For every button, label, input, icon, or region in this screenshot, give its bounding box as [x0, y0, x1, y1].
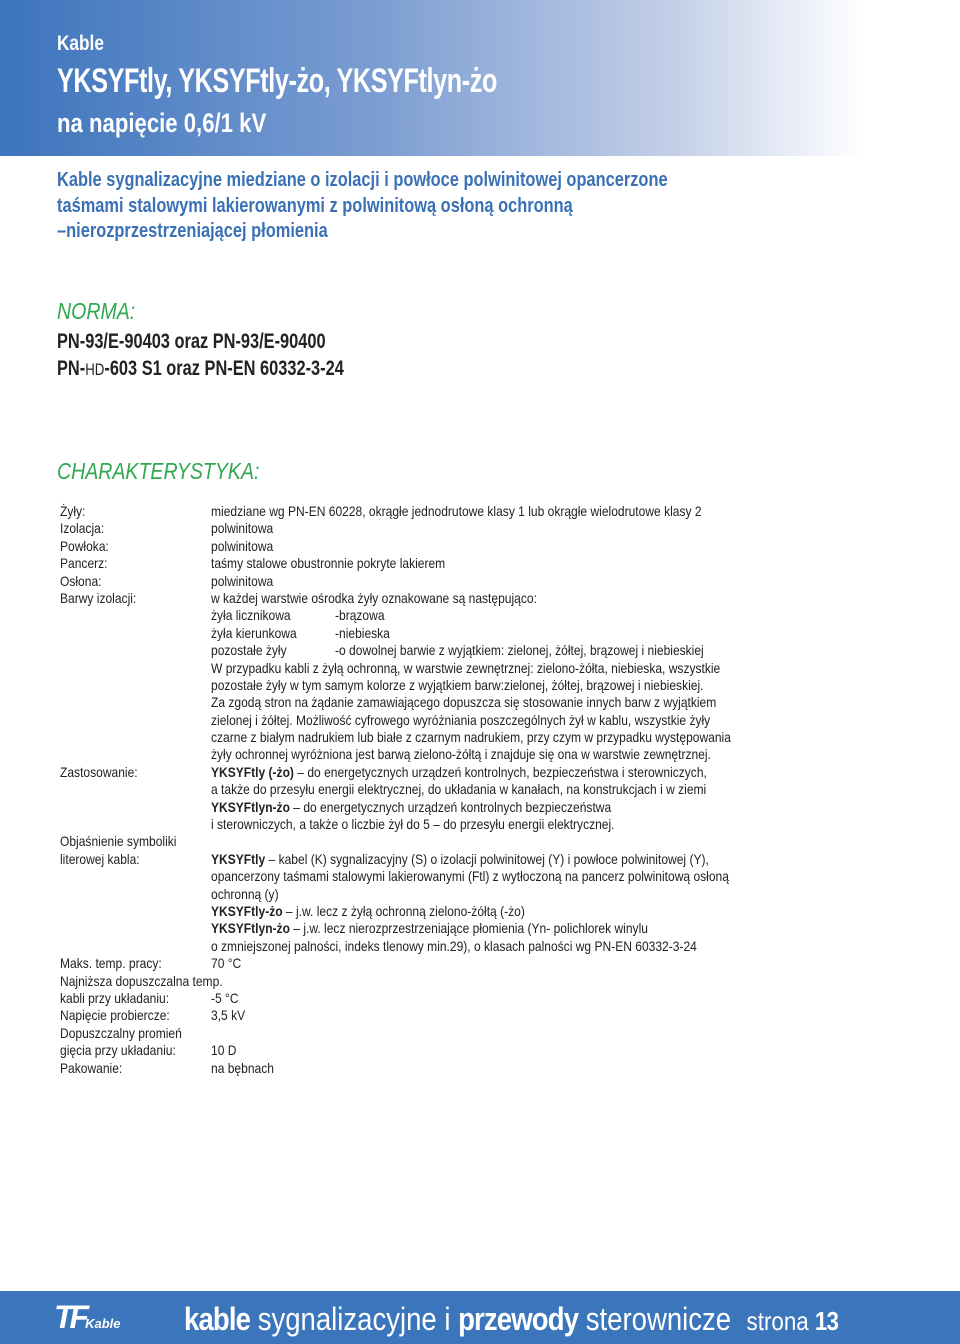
spec-value	[211, 1060, 274, 1077]
norma-line	[57, 355, 344, 383]
spec-row	[60, 781, 960, 798]
spec-row	[60, 677, 960, 694]
spec-value-text: W przypadku kabli z żyłą ochronną, w warstwie zewnętrznej: zielono-żółta, niebieska, wszystkie	[211, 659, 721, 676]
spec-value	[211, 781, 706, 798]
footer-bar	[0, 1291, 960, 1344]
logo-text: TF	[54, 1299, 86, 1335]
spec-value	[211, 660, 720, 677]
spec-value-text: – do energetycznych urządzeń kontrolnych, bezpieczeństwa i sterowniczych,	[293, 763, 707, 780]
spec-row	[60, 1060, 960, 1077]
spec-label: Powłoka:	[60, 537, 109, 554]
spec-row	[60, 816, 960, 833]
spec-value	[211, 938, 697, 955]
spec-row	[60, 660, 960, 677]
spec-label: Izolacja:	[60, 520, 105, 537]
spec-label: literowej kabla:	[60, 850, 140, 867]
page-label: strona	[746, 1306, 815, 1336]
spec-value-text: polwinitowa	[211, 572, 274, 589]
page-number: 13	[814, 1306, 839, 1336]
footer-word: sygnalizacyjne i	[250, 1301, 459, 1337]
spec-value	[211, 903, 525, 920]
spec-row	[60, 799, 960, 816]
footer-word: sterownicze	[578, 1301, 732, 1337]
spec-value	[211, 555, 445, 572]
norma-list	[57, 328, 344, 383]
spec-label: Zastosowanie:	[60, 763, 138, 780]
spec-label: Maks. temp. pracy:	[60, 955, 162, 972]
header-banner	[0, 0, 960, 156]
spec-row	[60, 1007, 960, 1024]
spec-value-bold: YKSYFtly (-żo)	[211, 763, 294, 780]
footer-word: przewody	[458, 1301, 579, 1337]
spec-value	[211, 868, 729, 885]
spec-label: Objaśnienie symboliki	[60, 833, 177, 850]
spec-value	[211, 677, 703, 694]
spec-value-text: – j.w. lecz nierozprzestrzeniające płomienia (Yn- polichlorek winylu	[289, 920, 648, 937]
spec-value-text: zielonej i żółtej. Możliwość cyfrowego wyróżniania poszczególnych żył w kablu, wszystkie żyły	[211, 711, 711, 728]
spec-value	[211, 799, 611, 816]
spec-row	[60, 868, 960, 885]
spec-value-text: w każdej warstwie ośrodka żyły oznakowane są następująco:	[211, 589, 537, 606]
tf-kable-logo	[54, 1299, 121, 1336]
spec-value	[211, 816, 615, 833]
spec-value-text: polwinitowa	[211, 520, 274, 537]
spec-value-text: a także do przesyłu energii elektrycznej, do układania w kanałach, na konstrukcjach i w ziemi	[211, 781, 707, 798]
spec-value-text: -5 °C	[211, 989, 239, 1006]
spec-label: Pancerz:	[60, 555, 108, 572]
spec-value-text: 10 D	[211, 1042, 237, 1059]
spec-value-text: opancerzony taśmami stalowymi lakierowanymi (Ftl) z wytłoczoną na pancerz polwinitową osłoną	[211, 868, 729, 885]
page-indicator	[747, 1306, 839, 1336]
product-description	[57, 168, 668, 245]
spec-value-text: Za zgodą stron na żądanie zamawiającego dopuszcza się stosowanie innych barw z wyjątkiem	[211, 694, 717, 711]
spec-value	[211, 503, 702, 520]
spec-value-text: – do energetycznych urządzeń kontrolnych bezpieczeństwa	[289, 798, 612, 815]
spec-label: Barwy izolacji:	[60, 589, 137, 606]
category-label: Kable	[57, 32, 104, 55]
spec-row	[60, 694, 960, 711]
spec-label: gięcia przy układaniu:	[60, 1042, 176, 1059]
logo-subtext: Kable	[85, 1316, 121, 1331]
spec-value	[211, 1007, 245, 1024]
spec-value	[211, 538, 273, 555]
description-line: taśmami stalowymi lakierowanymi z polwinitową osłoną ochronną	[57, 194, 573, 217]
spec-row	[60, 712, 960, 729]
norma-text: -603 S1 oraz PN-EN 60332-3-24	[104, 357, 344, 380]
spec-label: Napięcie probiercze:	[60, 1007, 170, 1024]
spec-value	[211, 573, 273, 590]
spec-value	[211, 764, 707, 781]
norma-text: HD	[85, 360, 105, 379]
spec-value-color: -o dowolnej barwie z wyjątkiem: zielonej, żółtej, brązowej i niebieskiej	[335, 642, 704, 659]
spec-value-text: polwinitowa	[211, 537, 274, 554]
spec-row	[60, 538, 960, 555]
spec-value-text: 70 °C	[211, 955, 242, 972]
spec-label: Osłona:	[60, 572, 102, 589]
spec-value-text: pozostałe żyły	[211, 642, 287, 659]
spec-row	[60, 555, 960, 572]
spec-value	[211, 642, 287, 659]
spec-value-text: – j.w. lecz z żyłą ochronną zielono-żółtą (-żo)	[282, 902, 525, 919]
spec-value-bold: YKSYFtlyn-żo	[211, 798, 290, 815]
spec-value	[211, 729, 731, 746]
spec-value	[211, 712, 710, 729]
characteristics-table	[60, 503, 960, 1077]
spec-value	[211, 694, 716, 711]
spec-label: kabli przy układaniu:	[60, 989, 170, 1006]
spec-value-bold: YKSYFtly	[211, 850, 266, 867]
spec-value	[211, 851, 709, 868]
spec-value-text: – kabel (K) sygnalizacyjny (S) o izolacji polwinitowej (Y) i powłoce polwinitowej (Y),	[265, 850, 709, 867]
spec-value	[211, 955, 241, 972]
spec-row	[60, 990, 960, 1007]
spec-value-text: żyła kierunkowa	[211, 624, 297, 641]
spec-row	[60, 520, 960, 537]
spec-row	[60, 607, 960, 624]
spec-value-color: -brązowa	[335, 607, 385, 624]
spec-row	[60, 729, 960, 746]
spec-value	[211, 607, 291, 624]
spec-row	[60, 973, 960, 990]
norma-text: PN-	[57, 357, 86, 380]
spec-value-text: taśmy stalowe obustronnie pokryte lakierem	[211, 555, 446, 572]
spec-row	[60, 746, 960, 763]
spec-value-text: miedziane wg PN-EN 60228, okrągłe jednodrutowe klasy 1 lub okrągłe wielodrutowe klasy 2	[211, 503, 702, 519]
spec-value-text: pozostałe żyły w tym samym kolorze z wyjątkiem barw:zielonej, żółtej, brązowej i niebieskiej.	[211, 676, 704, 693]
page-subtitle: na napięcie 0,6/1 kV	[57, 108, 267, 138]
spec-value	[211, 746, 711, 763]
spec-value-text: żyły ochronnej wyróżniona jest barwą zielono-żółtą i znajduje się ona w warstwie zewnętrznej.	[211, 746, 711, 763]
spec-row	[60, 1025, 960, 1042]
spec-value	[211, 590, 537, 607]
page-title: YKSYFtly, YKSYFtly-żo, YKSYFtlyn-żo	[57, 62, 497, 100]
spec-row	[60, 833, 960, 850]
spec-value-bold: YKSYFtlyn-żo	[211, 920, 290, 937]
spec-row	[60, 955, 960, 972]
spec-value	[211, 1042, 236, 1059]
spec-row	[60, 642, 960, 659]
spec-value	[211, 625, 297, 642]
spec-label: Pakowanie:	[60, 1059, 123, 1076]
spec-label: Dopuszczalny promień	[60, 1024, 182, 1041]
spec-row	[60, 764, 960, 781]
spec-row	[60, 503, 960, 520]
spec-row	[60, 851, 960, 868]
spec-value-text: czarne z białym nadrukiem lub białe z czarnym nadrukiem, przy czym w przypadku występowania	[211, 729, 731, 746]
spec-row	[60, 590, 960, 607]
spec-label: Żyły:	[60, 503, 86, 519]
spec-row	[60, 573, 960, 590]
spec-value-text: 3,5 kV	[211, 1007, 246, 1024]
description-line: Kable sygnalizacyjne miedziane o izolacji i powłoce polwinitowej opancerzone	[57, 169, 668, 191]
characteristics-heading: CHARAKTERYSTYKA:	[57, 458, 260, 484]
description-line: –nierozprzestrzeniającej płomienia	[57, 220, 328, 242]
spec-row	[60, 938, 960, 955]
spec-value-text: i sterowniczych, a także o liczbie żył do 5 – do przesyłu energii elektrycznej.	[211, 816, 615, 833]
spec-value-color: -niebieska	[335, 624, 390, 641]
spec-value	[211, 990, 239, 1007]
spec-value-bold: YKSYFtly-żo	[211, 902, 283, 919]
spec-value-text: o zmniejszonej palności, indeks tlenowy min.29), o klasach palności wg PN-EN 60332-3-24	[211, 937, 697, 954]
spec-row	[60, 886, 960, 903]
spec-value-text: ochronną (y)	[211, 885, 279, 902]
spec-value	[211, 886, 279, 903]
norma-line: PN-93/E-90403 oraz PN-93/E-90400	[57, 330, 326, 353]
spec-row	[60, 920, 960, 937]
spec-label: Najniższa dopuszczalna temp.	[60, 972, 223, 989]
spec-value	[211, 920, 648, 937]
footer-tagline	[184, 1301, 838, 1338]
footer-word: kable	[184, 1301, 251, 1337]
spec-row	[60, 1042, 960, 1059]
spec-value-text: na bębnach	[211, 1059, 274, 1076]
spec-value	[211, 520, 273, 537]
spec-row	[60, 625, 960, 642]
spec-row	[60, 903, 960, 920]
norma-heading: NORMA:	[57, 298, 136, 324]
spec-value-text: żyła licznikowa	[211, 607, 291, 624]
